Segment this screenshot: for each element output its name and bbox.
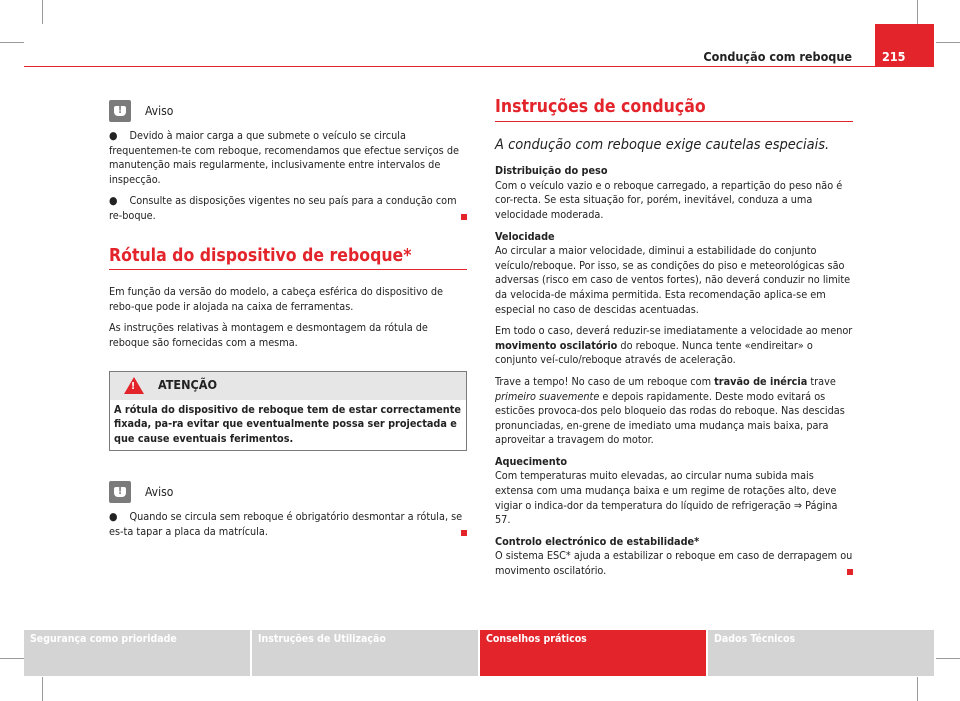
left-column <box>109 100 467 547</box>
note-icon <box>109 100 131 122</box>
subheading: Aquecimento <box>495 454 568 468</box>
subheading: Distribuição do peso <box>495 164 608 178</box>
lead-text: A condução com reboque exige cautelas especiais. <box>495 136 830 153</box>
section-title: Rótula do dispositivo de reboque* <box>109 249 467 271</box>
note-title: Aviso <box>145 103 174 118</box>
warning-triangle-icon: ! <box>124 377 144 394</box>
note-header <box>109 481 467 503</box>
footer-tab-instrucoes[interactable]: Instruções de Utilização <box>252 630 480 676</box>
warning-header <box>110 372 466 400</box>
warning-text: A rótula do dispositivo de reboque tem de estar correctamente fixada, pa-ra evitar que eventualmente possa ser projectada e que cause eventuais ferimentos. <box>114 402 461 445</box>
crop-mark <box>917 677 918 701</box>
note-icon <box>109 481 131 503</box>
note-header <box>109 100 467 122</box>
crop-mark <box>42 0 43 24</box>
crop-mark <box>0 42 24 43</box>
page-number: 215 <box>875 24 934 66</box>
crop-mark <box>936 42 960 43</box>
note-title: Aviso <box>145 485 174 500</box>
subheading: Velocidade <box>495 229 555 243</box>
paragraph: Com temperaturas muito elevadas, ao circular numa subida mais extensa com uma mudança baixa e um regime de rotações alto, deve vigiar o indica-dor da temperatura do líquido de refrigeração ⇒ Página 57. <box>495 469 838 527</box>
footer-tab-conselhos[interactable]: Conselhos práticos <box>480 630 708 676</box>
note-bullet: ● Consulte as disposições vigentes no seu país para a condução com re-boque. <box>109 194 467 223</box>
paragraph: O sistema ESC* ajuda a estabilizar o reboque em caso de derrapagem ou movimento oscilatório. <box>495 549 853 578</box>
paragraph: Em todo o caso, deverá reduzir-se imediatamente a velocidade ao menor movimento oscilatório do reboque. Nunca tente «endireitar» o conjunto veí-culo/reboque através de aceleração. <box>495 324 853 367</box>
right-column <box>495 97 853 586</box>
warning-box <box>109 371 467 452</box>
footer-tab-dados[interactable]: Dados Técnicos <box>708 630 934 676</box>
crop-mark <box>936 658 960 659</box>
paragraph: As instruções relativas à montagem e desmontagem da rótula de reboque são fornecidas com a mesma. <box>109 321 428 349</box>
footer-tabs <box>24 630 934 676</box>
footer-tab-seguranca[interactable]: Segurança como prioridade <box>24 630 252 676</box>
crop-mark <box>0 658 24 659</box>
subheading: Controlo electrónico de estabilidade* <box>495 534 700 548</box>
crop-mark <box>917 0 918 24</box>
note-bullet: ● Quando se circula sem reboque é obrigatório desmontar a rótula, se es-ta tapar a placa da matrícula. <box>109 510 467 539</box>
end-mark <box>461 214 467 220</box>
paragraph: Com o veículo vazio e o reboque carregado, a repartição do peso não é cor-recta. Se esta situação for, porém, inevitável, conduza a uma velocidade moderada. <box>495 178 843 221</box>
crop-mark <box>42 677 43 701</box>
end-mark <box>461 530 467 536</box>
section-title: Instruções de condução <box>495 100 853 122</box>
paragraph: Em função da versão do modelo, a cabeça esférica do dispositivo de rebo-que pode ir alojada na caixa de ferramentas. <box>109 285 444 313</box>
note-bullet: ● Devido à maior carga a que submete o veículo se circula frequentemen-te com reboque, recomendamos que efectue serviços de manutenção mais regularmente, inclusivamente entre intervalos de inspecção. <box>109 129 459 186</box>
header-rule <box>24 66 934 67</box>
paragraph: Trave a tempo! No caso de um reboque com travão de inércia trave primeiro suavemente e depois rapidamente. Deste modo evitará os esticões provoca-dos pelo bloqueio das rodas do reboque. Nas descidas pronunciadas, en-grene de imediato uma mudança mais baixa, para aproveitar a travagem do motor. <box>495 374 845 447</box>
warning-title: ATENÇÃO <box>158 377 218 393</box>
paragraph: Ao circular a maior velocidade, diminui a estabilidade do conjunto veículo/reboque. Por isso, se as condições do piso e meteorológicas são adversas (risco em caso de ventos fortes), não deverá conduzir no limite da velocida-de máxima permitida. Esta recomendação aplica-se em especial no caso de descidas acentuadas. <box>495 244 851 316</box>
running-header: Condução com reboque <box>703 49 852 64</box>
end-mark <box>847 569 853 575</box>
